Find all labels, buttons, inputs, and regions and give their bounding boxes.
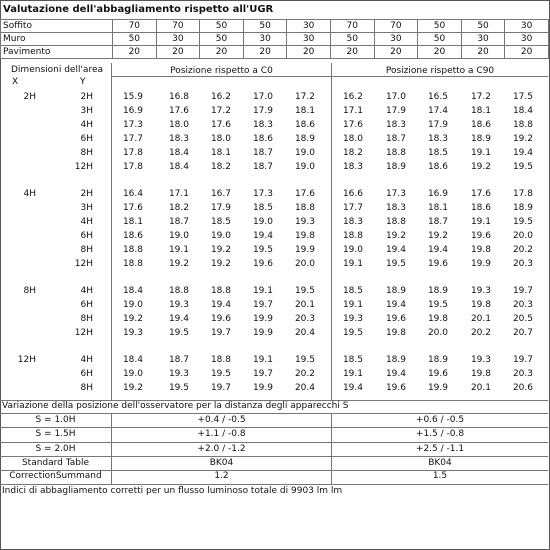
ugr-value-c0: 16.7 [210,189,231,199]
footer-note: Indici di abbagliamento corretti per un flusso luminoso totale di 9903 lm lm [2,486,343,496]
ugr-value-c0: 17.9 [252,106,273,116]
ugr-value-c90: 19.9 [427,383,448,393]
ugr-value-c0: 18.8 [168,286,189,296]
reflectance-label: Pavimento [1,46,113,59]
area-y-label: 4H [80,217,93,227]
ugr-value-c90: 17.6 [342,120,363,130]
reflectance-value: 30 [461,33,505,46]
reflectance-value: 50 [461,20,505,33]
ugr-value-c0: 17.7 [122,134,143,144]
ugr-value-c0: 18.7 [168,217,189,227]
ugr-value-c90: 19.1 [342,259,363,269]
variation-s-label: S = 1.5H [35,429,76,439]
ugr-value-c90: 16.9 [427,189,448,199]
ugr-row [0,162,548,175]
ugr-row [0,245,548,258]
correction-c0: 1.2 [214,471,229,481]
ugr-value-c0: 18.6 [252,134,273,144]
area-y-label: 12H [74,162,93,172]
ugr-value-c90: 20.3 [512,369,533,379]
ugr-value-c0: 17.6 [210,120,231,130]
correction-c90: 1.5 [432,471,448,481]
reflectance-row [1,46,549,59]
variation-c0-value: +0.4 / -0.5 [197,415,246,425]
ugr-value-c0: 18.4 [168,162,189,172]
ugr-value-c0: 18.1 [210,148,231,158]
ugr-value-c0: 19.4 [168,314,189,324]
ugr-value-c0: 18.9 [294,134,315,144]
ugr-value-c90: 19.4 [427,245,448,255]
ugr-value-c0: 18.5 [210,217,231,227]
ugr-value-c90: 18.7 [427,217,448,227]
ugr-value-c90: 18.1 [470,106,491,116]
area-y-label: 2H [80,92,93,102]
variation-c0-value: +1.1 / -0.8 [197,429,246,439]
page-title: Valutazione dell'abbagliamento rispetto all'UGR [3,4,274,15]
ugr-value-c0: 18.1 [122,217,143,227]
ugr-value-c90: 19.1 [470,148,491,158]
ugr-value-c90: 19.6 [385,383,406,393]
ugr-value-c90: 18.8 [385,217,406,227]
ugr-value-c0: 17.9 [210,203,231,213]
ugr-value-c90: 17.4 [427,106,448,116]
ugr-value-c0: 17.6 [294,189,315,199]
reflectance-value: 50 [200,33,244,46]
ugr-value-c0: 20.0 [294,259,315,269]
ugr-value-c90: 16.6 [342,189,363,199]
ugr-value-c90: 19.1 [342,369,363,379]
ugr-value-c90: 19.0 [342,245,363,255]
correction-label: CorrectionSummand [9,471,102,481]
variation-caption: Variazione della posizione dell'osservatore per la distanza degli apparecchi S [2,401,349,411]
ugr-value-c90: 19.3 [342,314,363,324]
ugr-value-c90: 18.0 [342,134,363,144]
ugr-value-c90: 19.8 [427,314,448,324]
ugr-value-c0: 19.5 [210,369,231,379]
reflectance-value: 20 [505,46,549,59]
ugr-value-c90: 19.4 [342,383,363,393]
reflectance-value: 50 [243,20,287,33]
ugr-value-c0: 16.4 [122,189,143,199]
reflectance-value: 20 [374,46,418,59]
ugr-value-c90: 18.5 [342,286,363,296]
ugr-value-c0: 18.8 [122,259,143,269]
area-y-label: 12H [74,259,93,269]
ugr-value-c90: 20.7 [512,328,533,338]
ugr-value-c90: 19.8 [470,369,491,379]
ugr-value-c90: 19.4 [512,148,533,158]
ugr-value-c0: 19.3 [294,217,315,227]
ugr-value-c90: 19.1 [342,300,363,310]
ugr-value-c90: 18.2 [342,148,363,158]
c90-header: Posizione rispetto a C90 [385,66,495,76]
variation-c90-value: +0.6 / -0.5 [415,415,465,425]
ugr-value-c90: 18.5 [427,148,448,158]
ugr-value-c0: 19.3 [168,369,189,379]
ugr-value-c90: 16.5 [427,92,448,102]
reflectance-value: 70 [113,20,157,33]
ugr-value-c0: 19.4 [252,231,273,241]
reflectance-value: 20 [330,46,374,59]
ugr-value-c90: 18.3 [427,134,448,144]
ugr-value-c90: 19.2 [385,231,406,241]
ugr-value-c0: 18.5 [252,203,273,213]
x-label: X [12,77,19,87]
area-header: Dimensioni dell'area [11,65,103,75]
reflectance-label: Muro [1,33,113,46]
ugr-value-c90: 19.6 [385,314,406,324]
ugr-value-c90: 19.5 [385,259,406,269]
ugr-value-c0: 19.2 [122,383,143,393]
ugr-value-c0: 19.9 [252,314,273,324]
ugr-row [0,369,548,382]
reflectance-row [1,20,549,33]
ugr-value-c0: 18.1 [294,106,315,116]
ugr-value-c0: 19.0 [168,231,189,241]
ugr-value-c0: 17.2 [210,106,231,116]
ugr-value-c0: 19.0 [122,300,143,310]
ugr-value-c0: 19.0 [210,231,231,241]
ugr-value-c90: 18.6 [427,162,448,172]
ugr-value-c0: 18.8 [294,203,315,213]
ugr-value-c90: 17.2 [470,92,491,102]
ugr-value-c90: 20.6 [512,383,533,393]
reflectance-row [1,33,549,46]
ugr-value-c0: 19.4 [210,300,231,310]
area-y-label: 6H [80,134,93,144]
ugr-value-c0: 19.0 [252,217,273,227]
ugr-value-c90: 19.3 [470,286,491,296]
ugr-row [0,328,548,341]
ugr-value-c0: 19.3 [168,300,189,310]
reflectance-value: 50 [418,20,462,33]
ugr-value-c0: 18.6 [122,231,143,241]
ugr-value-c90: 18.8 [385,148,406,158]
ugr-value-c90: 19.8 [385,328,406,338]
ugr-value-c0: 18.8 [210,355,231,365]
ugr-value-c0: 19.5 [252,245,273,255]
ugr-row [0,217,548,230]
ugr-value-c0: 18.8 [210,286,231,296]
area-y-label: 6H [80,369,93,379]
ugr-value-c0: 19.9 [252,383,273,393]
ugr-value-c90: 18.9 [512,203,533,213]
ugr-value-c0: 18.3 [168,134,189,144]
ugr-value-c90: 17.3 [385,189,406,199]
variation-section [0,400,548,550]
ugr-value-c90: 18.9 [470,134,491,144]
area-x-label: 2H [23,92,36,102]
ugr-value-c90: 19.6 [427,369,448,379]
ugr-row [0,259,548,272]
ugr-value-c90: 19.7 [512,355,533,365]
ugr-value-c0: 19.7 [252,300,273,310]
ugr-value-c0: 18.0 [210,134,231,144]
ugr-value-c0: 18.7 [252,162,273,172]
ugr-value-c90: 19.4 [385,300,406,310]
ugr-value-c90: 16.2 [342,92,363,102]
ugr-value-c0: 19.3 [122,328,143,338]
reflectance-value: 20 [113,46,157,59]
ugr-value-c0: 19.5 [294,286,315,296]
ugr-value-c90: 18.6 [470,120,491,130]
ugr-value-c0: 19.7 [252,369,273,379]
standard-table-label: Standard Table [21,458,90,468]
y-label: Y [80,77,86,87]
reflectance-value: 30 [287,20,331,33]
area-y-label: 12H [74,328,93,338]
reflectance-value: 70 [374,20,418,33]
reflectance-value: 20 [200,46,244,59]
reflectance-value: 20 [418,46,462,59]
ugr-value-c90: 17.8 [512,189,533,199]
ugr-value-c90: 19.6 [470,231,491,241]
reflectance-value: 50 [418,33,462,46]
ugr-value-c0: 19.9 [294,245,315,255]
ugr-value-c0: 19.8 [294,231,315,241]
ugr-value-c90: 19.5 [427,300,448,310]
ugr-value-c0: 18.7 [252,148,273,158]
ugr-value-c90: 20.3 [512,259,533,269]
ugr-row [0,134,548,147]
reflectance-value: 30 [505,20,549,33]
ugr-value-c90: 19.2 [470,162,491,172]
ugr-value-c0: 19.5 [168,383,189,393]
c0-header: Posizione rispetto a C0 [170,66,273,76]
ugr-value-c90: 19.3 [470,355,491,365]
ugr-value-c0: 17.0 [252,92,273,102]
area-y-label: 6H [80,231,93,241]
ugr-value-c0: 18.8 [122,245,143,255]
reflectance-value: 20 [461,46,505,59]
ugr-value-c0: 18.3 [252,120,273,130]
ugr-value-c0: 20.4 [294,328,315,338]
ugr-value-c90: 19.7 [512,286,533,296]
reflectance-value: 70 [156,20,200,33]
ugr-value-c0: 19.5 [294,355,315,365]
ugr-value-c90: 17.0 [385,92,406,102]
reflectance-value: 30 [505,33,549,46]
ugr-row [0,231,548,244]
ugr-row [0,355,548,368]
ugr-value-c0: 19.0 [122,369,143,379]
variation-c0-value: +2.0 / -1.2 [197,444,246,454]
ugr-row [0,120,548,133]
ugr-value-c90: 18.3 [385,203,406,213]
ugr-value-c90: 19.4 [385,245,406,255]
ugr-value-c90: 20.0 [427,328,448,338]
ugr-value-c90: 18.9 [385,162,406,172]
ugr-value-c0: 19.0 [294,162,315,172]
ugr-value-c0: 16.8 [168,92,189,102]
reflectance-table [0,19,549,59]
ugr-value-c0: 19.2 [168,259,189,269]
reflectance-value: 20 [287,46,331,59]
area-y-label: 2H [80,189,93,199]
area-y-label: 4H [80,355,93,365]
reflectance-label: Soffito [1,20,113,33]
ugr-value-c90: 18.1 [427,203,448,213]
ugr-value-c0: 16.9 [122,106,143,116]
ugr-value-c90: 18.9 [385,355,406,365]
ugr-value-c0: 17.6 [122,203,143,213]
reflectance-value: 50 [200,20,244,33]
ugr-row [0,106,548,119]
area-y-label: 8H [80,148,93,158]
ugr-value-c0: 19.0 [294,148,315,158]
ugr-value-c90: 18.5 [342,355,363,365]
reflectance-value: 30 [374,33,418,46]
ugr-value-c90: 18.6 [470,203,491,213]
ugr-value-c0: 19.7 [210,383,231,393]
reflectance-value: 50 [330,33,374,46]
ugr-value-c90: 20.0 [512,231,533,241]
ugr-value-c90: 20.3 [512,300,533,310]
area-x-label: 12H [17,355,36,365]
ugr-row [0,189,548,202]
ugr-value-c0: 19.6 [252,259,273,269]
area-y-label: 4H [80,120,93,130]
ugr-values-area [0,63,548,400]
ugr-value-c0: 16.2 [210,92,231,102]
ugr-row [0,148,548,161]
area-x-label: 8H [23,286,36,296]
reflectance-value: 70 [330,20,374,33]
ugr-value-c90: 18.7 [385,134,406,144]
ugr-row [0,92,548,105]
ugr-row [0,286,548,299]
ugr-value-c90: 19.5 [512,217,533,227]
ugr-value-c90: 19.4 [385,369,406,379]
ugr-row [0,314,548,327]
ugr-value-c0: 19.2 [210,259,231,269]
ugr-value-c90: 19.5 [512,162,533,172]
ugr-value-c90: 20.5 [512,314,533,324]
ugr-row [0,383,548,396]
ugr-value-c90: 17.1 [342,106,363,116]
ugr-value-c90: 18.3 [342,162,363,172]
ugr-value-c90: 17.5 [512,92,533,102]
ugr-value-c0: 19.6 [210,314,231,324]
area-y-label: 3H [80,106,93,116]
ugr-value-c90: 18.8 [512,120,533,130]
ugr-value-c90: 17.6 [470,189,491,199]
ugr-value-c0: 20.3 [294,314,315,324]
area-y-label: 8H [80,314,93,324]
variation-c90-value: +2.5 / -1.1 [415,444,465,454]
ugr-value-c90: 20.2 [512,245,533,255]
ugr-value-c0: 18.4 [122,286,143,296]
ugr-value-c90: 18.3 [342,217,363,227]
ugr-value-c0: 18.6 [294,120,315,130]
ugr-value-c90: 20.2 [470,328,491,338]
ugr-value-c90: 19.6 [427,259,448,269]
ugr-value-c0: 19.9 [252,328,273,338]
ugr-value-c0: 19.1 [252,286,273,296]
ugr-value-c90: 19.5 [342,328,363,338]
ugr-value-c0: 18.2 [168,203,189,213]
ugr-value-c90: 19.8 [470,245,491,255]
ugr-value-c0: 17.3 [252,189,273,199]
ugr-value-c90: 19.9 [470,259,491,269]
ugr-value-c0: 19.5 [168,328,189,338]
ugr-value-c0: 17.2 [294,92,315,102]
ugr-value-c90: 19.1 [470,217,491,227]
ugr-value-c0: 19.7 [210,328,231,338]
ugr-value-c90: 17.9 [427,120,448,130]
area-x-label: 4H [23,189,36,199]
variation-c90-value: +1.5 / -0.8 [415,429,465,439]
reflectance-value: 20 [243,46,287,59]
ugr-value-c0: 17.6 [168,106,189,116]
ugr-value-c0: 17.8 [122,162,143,172]
area-y-label: 3H [80,203,93,213]
ugr-value-c0: 17.1 [168,189,189,199]
ugr-value-c0: 18.7 [168,355,189,365]
ugr-value-c0: 19.2 [210,245,231,255]
ugr-value-c0: 15.9 [122,92,143,102]
variation-s-label: S = 1.0H [35,415,76,425]
ugr-value-c90: 18.9 [385,286,406,296]
ugr-value-c0: 18.2 [210,162,231,172]
ugr-value-c90: 18.9 [427,355,448,365]
reflectance-value: 30 [243,33,287,46]
ugr-value-c0: 20.1 [294,300,315,310]
ugr-value-c90: 17.7 [342,203,363,213]
ugr-row [0,203,548,216]
variation-s-label: S = 2.0H [35,444,76,454]
ugr-value-c0: 20.4 [294,383,315,393]
reflectance-value: 30 [287,33,331,46]
ugr-value-c0: 18.4 [168,148,189,158]
standard-table-c0: BK04 [209,458,234,468]
ugr-value-c90: 18.4 [512,106,533,116]
ugr-value-c90: 19.2 [427,231,448,241]
ugr-value-c90: 19.2 [512,134,533,144]
area-y-label: 4H [80,286,93,296]
ugr-value-c90: 17.9 [385,106,406,116]
standard-table-c90: BK04 [428,458,452,468]
ugr-value-c90: 19.8 [470,300,491,310]
ugr-value-c90: 20.1 [470,314,491,324]
ugr-value-c0: 17.3 [122,120,143,130]
ugr-value-c0: 19.1 [252,355,273,365]
ugr-value-c90: 18.8 [342,231,363,241]
ugr-value-c0: 19.1 [168,245,189,255]
area-y-label: 6H [80,300,93,310]
ugr-value-c0: 19.2 [122,314,143,324]
reflectance-value: 20 [156,46,200,59]
ugr-value-c90: 18.9 [427,286,448,296]
divider [112,76,548,77]
reflectance-value: 50 [113,33,157,46]
ugr-value-c0: 18.0 [168,120,189,130]
ugr-value-c0: 17.8 [122,148,143,158]
area-y-label: 8H [80,383,93,393]
ugr-value-c0: 20.2 [294,369,315,379]
area-y-label: 8H [80,245,93,255]
ugr-row [0,300,548,313]
ugr-value-c0: 18.4 [122,355,143,365]
ugr-value-c90: 20.1 [470,383,491,393]
reflectance-value: 30 [156,33,200,46]
ugr-value-c90: 18.3 [385,120,406,130]
